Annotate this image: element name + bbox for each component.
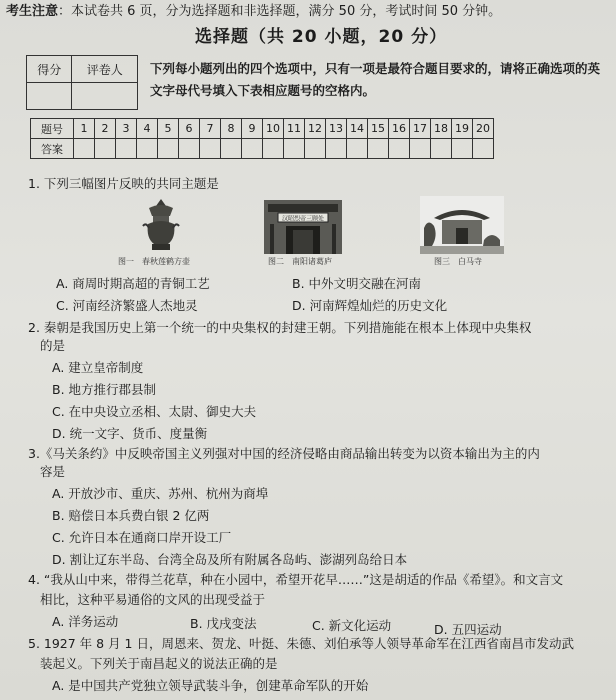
grid-answer-cell[interactable] <box>158 139 179 159</box>
q3-option-b: B. 赔偿日本兵费白银 2 亿两 <box>52 508 210 523</box>
grid-number-cell: 1 <box>74 119 95 139</box>
score-cell <box>27 83 72 110</box>
grid-answer-cell[interactable] <box>221 139 242 159</box>
grid-number-cell: 18 <box>431 119 452 139</box>
q2-stem-line-1: 2. 秦朝是我国历史上第一个统一的中央集权的封建王朝。下列措施能在根本上体现中央集权 <box>28 320 532 335</box>
answer-grid <box>30 118 494 159</box>
grid-number-cell: 3 <box>116 119 137 139</box>
grader-cell <box>72 83 138 110</box>
bronze-vessel-image <box>140 196 182 254</box>
temple-image <box>420 196 504 254</box>
hall-sign-text: 汉昭烈帝三顾处 <box>281 215 325 223</box>
memorial-hall-image <box>264 200 342 254</box>
q2-option-c: C. 在中央设立丞相、太尉、御史大夫 <box>52 404 257 419</box>
notice-label: 考生注意 <box>6 4 59 19</box>
grid-number-cell: 7 <box>200 119 221 139</box>
q5-stem-line-2: 装起义。下列关于南昌起义的说法正确的是 <box>40 656 278 671</box>
q4-option-a: A. 洋务运动 <box>52 614 119 629</box>
grid-answer-row <box>31 139 494 159</box>
grid-row-label-answer: 答案 <box>31 139 74 159</box>
q1-option-a: A. 商周时期高超的青铜工艺 <box>56 276 210 291</box>
q3-stem-line-1: 3.《马关条约》中反映帝国主义列强对中国的经济侵略由商品输出转变为以资本输出为主的内 <box>28 446 540 461</box>
grid-answer-cell[interactable] <box>263 139 284 159</box>
grid-number-cell: 9 <box>242 119 263 139</box>
q4-stem-line-1: 4. “我从山中来，带得兰花草，种在小园中，希望开花早……”这是胡适的作品《希望》。和文言文 <box>28 572 564 587</box>
grid-number-cell: 5 <box>158 119 179 139</box>
grid-answer-cell[interactable] <box>116 139 137 159</box>
grid-answer-cell[interactable] <box>368 139 389 159</box>
q2-stem-line-2: 的是 <box>40 338 66 353</box>
grid-answer-cell[interactable] <box>431 139 452 159</box>
q4-option-b: B. 戊戌变法 <box>190 616 257 631</box>
q5-option-a: A. 是中国共产党独立领导武装斗争，创建革命军队的开始 <box>52 678 369 693</box>
grid-answer-cell[interactable] <box>452 139 473 159</box>
grid-answer-cell[interactable] <box>389 139 410 159</box>
grid-answer-cell[interactable] <box>95 139 116 159</box>
grid-answer-cell[interactable] <box>347 139 368 159</box>
q1-stem: 1. 下列三幅图片反映的共同主题是 <box>28 176 219 191</box>
grid-answer-cell[interactable] <box>326 139 347 159</box>
grid-answer-cell[interactable] <box>200 139 221 159</box>
q1-option-c: C. 河南经济繁盛人杰地灵 <box>56 298 198 313</box>
q1-caption-3: 图三 白马寺 <box>434 257 482 266</box>
grid-number-cell: 20 <box>473 119 494 139</box>
q4-stem-line-2: 相比，这种平易通俗的文风的出现受益于 <box>40 592 266 607</box>
grid-answer-cell[interactable] <box>74 139 95 159</box>
grid-row-label-number: 题号 <box>31 119 74 139</box>
q3-option-c: C. 允许日本在通商口岸开设工厂 <box>52 530 232 545</box>
grid-number-cell: 14 <box>347 119 368 139</box>
grid-number-cell: 16 <box>389 119 410 139</box>
grid-number-cell: 13 <box>326 119 347 139</box>
q3-option-d: D. 割让辽东半岛、台湾全岛及所有附属各岛屿、澎湖列岛给日本 <box>52 552 408 567</box>
q2-option-b: B. 地方推行郡县制 <box>52 382 157 397</box>
grid-answer-cell[interactable] <box>410 139 431 159</box>
q3-stem-line-2: 容是 <box>40 464 66 479</box>
score-label: 得分 <box>27 56 72 83</box>
q2-option-d: D. 统一文字、货币、度量衡 <box>52 426 208 441</box>
grid-number-cell: 6 <box>179 119 200 139</box>
grid-number-cell: 19 <box>452 119 473 139</box>
grid-answer-cell[interactable] <box>473 139 494 159</box>
grid-answer-cell[interactable] <box>284 139 305 159</box>
q1-option-b: B. 中外文明交融在河南 <box>292 276 422 291</box>
grid-answer-cell[interactable] <box>242 139 263 159</box>
q3-option-a: A. 开放沙市、重庆、苏州、杭州为商埠 <box>52 486 269 501</box>
grid-number-cell: 10 <box>263 119 284 139</box>
grid-number-row <box>31 119 494 139</box>
q4-option-d: D. 五四运动 <box>434 622 502 637</box>
grader-label: 评卷人 <box>72 56 138 83</box>
grid-answer-cell[interactable] <box>305 139 326 159</box>
grid-number-cell: 12 <box>305 119 326 139</box>
q5-stem-line-1: 5. 1927 年 8 月 1 日，周恩来、贺龙、叶挺、朱德、刘伯承等人领导革命军在江西省南昌市发动武 <box>28 636 574 651</box>
grid-number-cell: 15 <box>368 119 389 139</box>
grid-number-cell: 11 <box>284 119 305 139</box>
instructions: 下列每小题列出的四个选项中，只有一项是最符合题目要求的，请将正确选项的英文字母代号填入下表相应题号的空格内。 <box>150 61 601 98</box>
grid-answer-cell[interactable] <box>137 139 158 159</box>
grid-number-cell: 4 <box>137 119 158 139</box>
q1-caption-1: 图一 春秋莲鹤方壶 <box>118 257 190 266</box>
score-box <box>26 55 138 110</box>
grid-number-cell: 8 <box>221 119 242 139</box>
grid-number-cell: 2 <box>95 119 116 139</box>
notice-text: ：本试卷共 6 页，分为选择题和非选择题，满分 50 分，考试时间 50 分钟。 <box>58 4 502 19</box>
q1-option-d: D. 河南辉煌灿烂的历史文化 <box>292 298 448 313</box>
grid-number-cell: 17 <box>410 119 431 139</box>
q2-option-a: A. 建立皇帝制度 <box>52 360 144 375</box>
section-title: 选择题（共 20 小题，20 分） <box>195 27 448 47</box>
q4-option-c: C. 新文化运动 <box>312 618 392 633</box>
q1-caption-2: 图二 南阳诸葛庐 <box>268 257 332 266</box>
exam-notice <box>6 0 501 19</box>
grid-answer-cell[interactable] <box>179 139 200 159</box>
